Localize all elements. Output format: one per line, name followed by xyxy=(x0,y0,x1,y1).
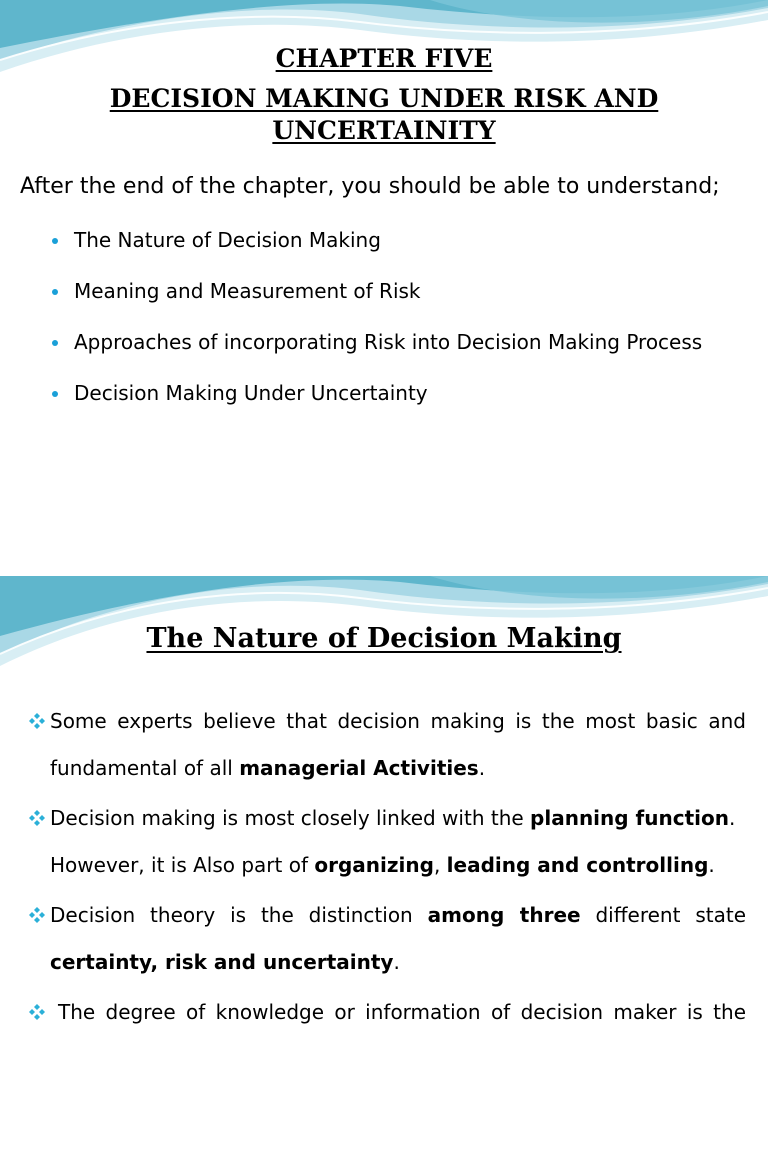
paragraph-2 xyxy=(50,795,746,842)
bullet-icon xyxy=(52,238,58,244)
emphasis-text: leading and controlling xyxy=(446,853,709,877)
paragraph-4-line1: The degree of knowledge or information of decision maker is the xyxy=(58,1000,746,1024)
emphasis-text: among three xyxy=(427,903,581,927)
chapter-subtitle-line1: DECISION MAKING UNDER RISK AND xyxy=(109,84,659,113)
paragraph-text: Decision theory is the distinction xyxy=(50,903,428,927)
paragraph-text: fundamental of all xyxy=(50,756,240,780)
objectives-list xyxy=(52,226,752,430)
list-item xyxy=(52,328,752,379)
chapter-title: CHAPTER FIVE xyxy=(275,44,493,73)
emphasis-text: certainty, risk and uncertainty xyxy=(50,950,394,974)
bullet-icon xyxy=(52,391,58,397)
paragraph-2-cont xyxy=(50,842,746,889)
intro-text: After the end of the chapter, you should be able to understand; xyxy=(20,174,720,199)
paragraph-text: different state xyxy=(580,903,746,927)
paragraph-text: . xyxy=(728,806,736,830)
emphasis-text: managerial Activities xyxy=(239,756,479,780)
paragraph-4 xyxy=(58,989,746,1083)
list-item xyxy=(52,277,752,328)
list-item-label: Approaches of incorporating Risk into Decision Making Process xyxy=(74,330,703,354)
emphasis-text: organizing xyxy=(314,853,434,877)
paragraph-text: Decision making is most closely linked with the xyxy=(50,806,531,830)
chapter-subtitle-line2: UNCERTAINITY xyxy=(272,116,496,145)
paragraph-3-cont xyxy=(50,939,746,986)
bullet-icon xyxy=(52,340,58,346)
paragraph-text: . xyxy=(478,756,486,780)
list-item-label: Decision Making Under Uncertainty xyxy=(74,381,428,405)
list-item xyxy=(52,226,752,277)
diamond-bullet-icon xyxy=(28,809,46,827)
list-item-label: The Nature of Decision Making xyxy=(74,228,381,252)
emphasis-text: planning function xyxy=(530,806,729,830)
paragraph-text: . xyxy=(393,950,400,974)
list-item-label: Meaning and Measurement of Risk xyxy=(74,279,421,303)
diamond-bullet-icon xyxy=(28,1003,46,1021)
section-title: The Nature of Decision Making xyxy=(146,623,622,654)
paragraph-1-line1: Some experts believe that decision making is the most basic and xyxy=(50,709,746,733)
paragraph-1-cont xyxy=(50,745,746,792)
paragraph-text: , xyxy=(433,853,447,877)
bullet-icon xyxy=(52,289,58,295)
paragraph-text: However, it is Also part of xyxy=(50,853,315,877)
list-item xyxy=(52,379,752,430)
diamond-bullet-icon xyxy=(28,712,46,730)
slide-2 xyxy=(0,576,768,1152)
diamond-bullet-icon xyxy=(28,906,46,924)
paragraph-text: . xyxy=(708,853,715,877)
